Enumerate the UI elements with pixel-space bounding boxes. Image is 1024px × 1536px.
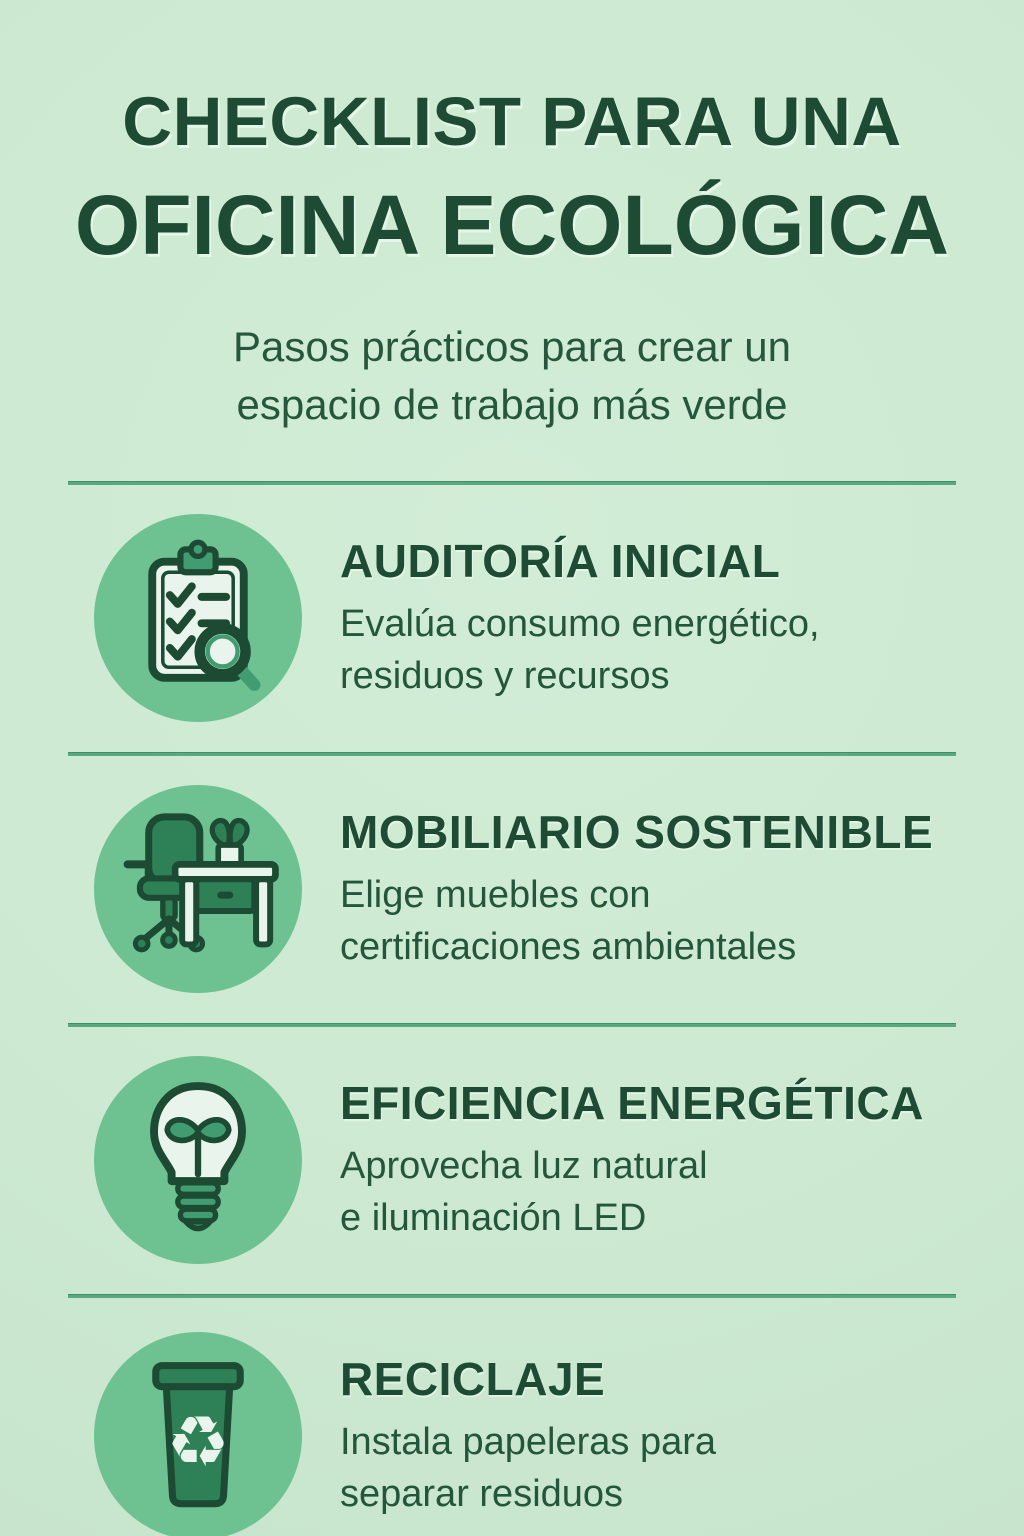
- section-desc-reciclaje: [340, 1416, 716, 1521]
- header-spacer: [0, 434, 1024, 481]
- page-subtitle: [0, 318, 1024, 434]
- icon-circle-mobiliario: [94, 785, 302, 993]
- section-desc-mobiliario: [340, 869, 933, 974]
- section-desc-eficiencia-line1: Aprovecha luz natural: [340, 1144, 708, 1187]
- section-eficiencia-energetica: [0, 1027, 1024, 1294]
- page-title-line1: CHECKLIST PARA UNA: [122, 83, 902, 160]
- section-text-reciclaje: [340, 1352, 716, 1521]
- section-desc-mobiliario-line2: certificaciones ambientales: [340, 926, 797, 969]
- section-text-eficiencia: [340, 1076, 924, 1245]
- section-desc-auditoria: [340, 598, 820, 703]
- section-title-auditoria: AUDITORÍA INICIAL: [340, 534, 781, 587]
- clipboard-checklist-magnifier-icon: [110, 530, 286, 706]
- icon-circle-eficiencia: [94, 1056, 302, 1264]
- header: [0, 0, 1024, 434]
- section-text-auditoria: [340, 534, 820, 703]
- icon-circle-auditoria: [94, 514, 302, 722]
- section-desc-reciclaje-line1: Instala papeleras para: [340, 1420, 717, 1463]
- section-text-mobiliario: [340, 805, 933, 974]
- section-auditoria-inicial: [0, 485, 1024, 752]
- section-desc-eficiencia-line2: e iluminación LED: [340, 1197, 647, 1240]
- page-title: [0, 82, 1024, 274]
- recycle-symbol-glyph: ♻: [166, 1401, 230, 1484]
- page-subtitle-line2: espacio de trabajo más verde: [236, 380, 788, 428]
- section-title-reciclaje: RECICLAJE: [340, 1352, 606, 1405]
- section-desc-eficiencia: [340, 1140, 924, 1245]
- recycle-bin-icon: [110, 1348, 286, 1524]
- lightbulb-leaf-icon: [110, 1072, 286, 1248]
- section-title-mobiliario: MOBILIARIO SOSTENIBLE: [340, 805, 934, 858]
- section-desc-auditoria-line2: residuos y recursos: [340, 655, 670, 698]
- page-title-line2: OFICINA ECOLÓGICA: [74, 178, 950, 272]
- desk-chair-plant-icon: [110, 801, 286, 977]
- page-subtitle-line1: Pasos prácticos para crear un: [233, 323, 791, 370]
- section-title-eficiencia: EFICIENCIA ENERGÉTICA: [340, 1076, 924, 1129]
- section-desc-mobiliario-line1: Elige muebles con: [340, 873, 651, 916]
- icon-circle-reciclaje: [94, 1332, 302, 1536]
- section-desc-auditoria-line1: Evalúa consumo energético,: [340, 602, 820, 645]
- section-reciclaje: [0, 1298, 1024, 1536]
- section-mobiliario-sostenible: [0, 756, 1024, 1023]
- section-desc-reciclaje-line2: separar residuos: [340, 1473, 624, 1516]
